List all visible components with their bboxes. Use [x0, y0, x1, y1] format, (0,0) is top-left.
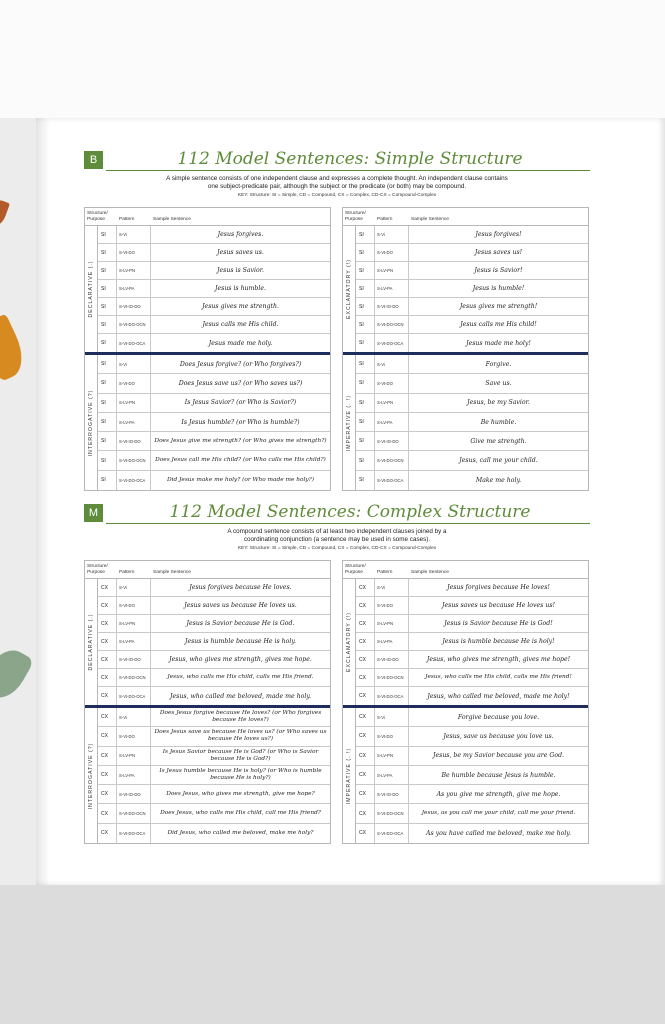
table-row: [98, 687, 330, 705]
purpose-label: [85, 226, 98, 352]
structure-cell: SI: [356, 432, 375, 450]
structure-cell: SI: [98, 316, 117, 333]
intro-line: A compound sentence consists of at least two independent clauses joined by a: [227, 528, 447, 535]
structure-cell: CX: [98, 597, 117, 614]
structure-cell: CX: [98, 633, 117, 650]
structure-cell: CX: [356, 669, 375, 686]
sample-sentence-cell: Jesus made me holy.: [208, 339, 273, 347]
sample-sentence-cell: Jesus saves us.: [217, 249, 264, 256]
structure-cell: SI: [356, 298, 375, 315]
sample-sentence-cell: Does Jesus, who calls me His child, call me His friend?: [160, 810, 321, 817]
purpose-group: [85, 355, 330, 490]
sample-sentence-cell: Does Jesus forgive because He loves? (or Who forgives because He loves?): [159, 710, 322, 724]
table-row: [98, 316, 330, 334]
purpose-label: [343, 579, 356, 705]
sample-sentence-cell: Jesus, save us because you love us.: [443, 732, 554, 740]
structure-cell: SI: [98, 451, 117, 469]
sample-sentence-cell: Jesus is Savior.: [217, 267, 264, 274]
section-title: 112 Model Sentences: Complex Structure: [169, 502, 531, 522]
table-row: [356, 651, 588, 669]
purpose-label: [85, 579, 98, 705]
structure-cell: SI: [98, 355, 117, 373]
sample-sentence-cell: Jesus is humble!: [472, 285, 525, 292]
sample-sentence-cell: Does Jesus save us because He loves us? (or Who saves us because He loves us?): [154, 729, 327, 743]
table-row: [98, 471, 330, 490]
pattern-cell: S-Vt-DO-OCA: [375, 687, 409, 705]
pattern-cell: S-Vi: [117, 226, 151, 243]
pattern-cell: S-LV-PA: [117, 413, 151, 431]
section-intro: [84, 175, 590, 191]
sample-sentence-cell: Jesus, who called me beloved, made me holy.: [170, 692, 311, 700]
pattern-cell: S-Vt-IO-DO: [117, 651, 151, 668]
pattern-cell: S-LV-PA: [117, 280, 151, 297]
structure-cell: CX: [356, 747, 375, 765]
sample-sentence-cell: Jesus, who calls me His child, calls me His friend.: [167, 674, 314, 680]
sample-sentence-cell: Jesus gives me strength!: [459, 303, 538, 310]
pattern-cell: S-LV-PN: [375, 747, 409, 765]
sample-sentence-cell: Jesus is humble because He is holy!: [442, 638, 555, 645]
table-row: [98, 262, 330, 280]
purpose-label-text: IMPERATIVE (. !): [346, 747, 352, 804]
table-row: [98, 579, 330, 597]
sample-sentence-cell: Forgive because you love.: [457, 713, 540, 721]
sample-sentence-cell: Jesus is humble because He is holy.: [184, 638, 296, 645]
pattern-cell: S-Vi: [375, 226, 409, 243]
structure-cell: SI: [98, 262, 117, 279]
structure-cell: CX: [98, 687, 117, 705]
header-structure-purpose: Structure/ Purpose: [345, 564, 366, 575]
table-row: [98, 727, 330, 746]
pattern-cell: S-Vt-DO-OCA: [117, 471, 151, 490]
structure-cell: CX: [98, 615, 117, 632]
table-row: [98, 785, 330, 804]
pattern-cell: S-Vt-DO: [117, 727, 151, 745]
pattern-cell: S-Vt-DO: [375, 374, 409, 392]
structure-cell: SI: [98, 244, 117, 261]
table-row: [356, 785, 588, 804]
sample-sentence-cell: Jesus forgives because He loves.: [189, 584, 292, 591]
purpose-group: [343, 708, 588, 843]
table-row: [356, 244, 588, 262]
pattern-cell: S-Vt-DO: [375, 244, 409, 261]
structure-cell: CX: [356, 804, 375, 822]
structure-cell: CX: [356, 633, 375, 650]
sample-sentence-cell: Is Jesus Savior? (or Who is Savior?): [184, 399, 297, 407]
table-row: [356, 824, 588, 843]
structure-cell: CX: [356, 824, 375, 843]
pattern-cell: S-Vt-DO-OCN: [375, 669, 409, 686]
pattern-cell: S-LV-PA: [117, 766, 151, 784]
pattern-cell: S-Vt-DO-OCN: [375, 451, 409, 469]
sample-sentence-cell: Jesus, call me your child.: [459, 457, 538, 465]
purpose-label: [85, 355, 98, 490]
pattern-cell: S-Vt-DO-OCA: [375, 334, 409, 352]
table-row: [98, 747, 330, 766]
header-pattern: Pattern: [119, 217, 135, 222]
structure-cell: CX: [356, 727, 375, 745]
section-badge: B: [84, 151, 103, 169]
pattern-cell: S-Vi: [375, 708, 409, 726]
pattern-cell: S-Vt-DO-OCA: [117, 687, 151, 705]
table-row: [98, 597, 330, 615]
table-row: [356, 727, 588, 746]
table-row: [356, 451, 588, 470]
sample-sentence-cell: Make me holy.: [475, 476, 522, 484]
structure-cell: CX: [98, 747, 117, 765]
pattern-cell: S-LV-PN: [117, 262, 151, 279]
sample-sentence-cell: Does Jesus save us? (or Who saves us?): [178, 379, 303, 387]
pattern-cell: S-Vt-DO-OCA: [117, 824, 151, 843]
sample-sentence-cell: Jesus gives me strength.: [202, 303, 279, 310]
title-underline: [106, 523, 590, 524]
pattern-cell: S-Vt-DO-OCN: [375, 804, 409, 822]
pattern-cell: S-Vt-DO-OCN: [117, 451, 151, 469]
table-row: [356, 298, 588, 316]
pattern-cell: S-Vt-IO-DO: [375, 298, 409, 315]
sample-sentence-cell: Forgive.: [485, 360, 512, 368]
sample-sentence-cell: Jesus, be my Savior.: [467, 399, 530, 407]
pattern-cell: S-Vt-IO-DO: [375, 651, 409, 668]
structure-cell: SI: [356, 334, 375, 352]
structure-cell: CX: [356, 708, 375, 726]
structure-cell: SI: [356, 316, 375, 333]
structure-cell: SI: [98, 374, 117, 392]
pattern-cell: S-LV-PA: [375, 766, 409, 784]
sample-sentence-cell: Jesus is Savior because He is God.: [186, 620, 295, 627]
section-intro: [84, 528, 590, 544]
purpose-label-text: INTERROGATIVE (?): [88, 389, 94, 456]
table-row: [98, 651, 330, 669]
pattern-cell: S-Vt-DO: [375, 597, 409, 614]
sample-sentence-cell: Does Jesus, who gives me strength, give me hope?: [166, 790, 315, 797]
table-row: [356, 316, 588, 334]
table-row: [98, 669, 330, 687]
pattern-cell: S-LV-PN: [117, 615, 151, 632]
pattern-cell: S-LV-PN: [375, 262, 409, 279]
title-underline: [106, 170, 590, 171]
table-row: [98, 633, 330, 651]
section-key: KEY: Structure: SI = Simple, CD = Compound, CX = Complex, CD-CX = Compound-Complex: [237, 546, 437, 551]
structure-cell: SI: [98, 471, 117, 490]
table-row: [356, 334, 588, 352]
structure-cell: SI: [356, 413, 375, 431]
sample-sentence-cell: Be humble because Jesus is humble.: [441, 771, 556, 779]
sample-sentence-cell: Jesus forgives.: [217, 231, 264, 238]
table-row: [356, 471, 588, 490]
pattern-cell: S-Vt-DO-OCN: [117, 669, 151, 686]
sample-sentence-cell: Be humble.: [480, 418, 517, 426]
table-row: [356, 432, 588, 451]
sample-sentence-cell: Jesus, who gives me strength, gives me hope!: [426, 656, 571, 663]
sample-sentence-cell: Jesus, be my Savior because you are God.: [433, 752, 564, 760]
table-row: [98, 451, 330, 470]
purpose-label-text: DECLARATIVE (.): [88, 613, 94, 671]
sample-sentence-cell: As you have called me beloved, make me holy.: [426, 829, 571, 837]
table-row: [98, 766, 330, 785]
table-row: [356, 747, 588, 766]
table-header: [85, 561, 330, 579]
pattern-cell: S-Vi: [117, 579, 151, 596]
pattern-cell: S-LV-PA: [375, 280, 409, 297]
table-row: [356, 669, 588, 687]
structure-cell: CX: [356, 785, 375, 803]
section-key: KEY: Structure: SI = Simple, CD = Compound, CX = Complex, CD-CX = Compound-Complex: [237, 193, 437, 198]
structure-cell: CX: [356, 687, 375, 705]
structure-cell: SI: [356, 262, 375, 279]
structure-cell: CX: [356, 579, 375, 596]
header-structure-purpose: Structure/ Purpose: [87, 564, 108, 575]
structure-cell: SI: [356, 226, 375, 243]
sentence-table: [342, 560, 589, 844]
header-pattern: Pattern: [377, 217, 393, 222]
header-sample-sentence: Sample Sentence: [153, 570, 191, 575]
pattern-cell: S-Vi: [375, 579, 409, 596]
purpose-group: [85, 708, 330, 843]
sample-sentence-cell: Jesus is Savior because He is God!: [444, 620, 553, 627]
left-page-edge: [0, 118, 36, 885]
sentence-table: [84, 207, 331, 491]
header-sample-sentence: Sample Sentence: [153, 217, 191, 222]
pattern-cell: S-Vt-IO-DO: [117, 432, 151, 450]
table-row: [356, 615, 588, 633]
section-header: [84, 502, 590, 524]
table-row: [98, 226, 330, 244]
structure-cell: CX: [98, 785, 117, 803]
header-sample-sentence: Sample Sentence: [411, 217, 449, 222]
pattern-cell: S-LV-PA: [117, 633, 151, 650]
structure-cell: SI: [356, 451, 375, 469]
structure-cell: CX: [98, 651, 117, 668]
table-row: [356, 766, 588, 785]
intro-line: A simple sentence consists of one independent clause and expresses a complete thought. An independent clause contains: [166, 175, 508, 182]
table-row: [356, 804, 588, 823]
sample-sentence-cell: Jesus saves us!: [474, 249, 523, 256]
sample-sentence-cell: Is Jesus Savior because He is God? (or Who is Savior because He is God?): [162, 748, 319, 762]
section-header: [84, 149, 590, 171]
table-row: [356, 226, 588, 244]
structure-cell: CX: [356, 651, 375, 668]
sample-sentence-cell: As you give me strength, give me hope.: [436, 790, 561, 798]
table-row: [356, 687, 588, 705]
sentence-table: [342, 207, 589, 491]
structure-cell: SI: [98, 432, 117, 450]
sample-sentence-cell: Jesus, as you call me your child, call me your friend.: [421, 810, 576, 817]
structure-cell: CX: [356, 766, 375, 784]
sample-sentence-cell: Jesus, who calls me His child, calls me His friend!: [425, 674, 572, 680]
pattern-cell: S-LV-PA: [375, 413, 409, 431]
leaf-illustration: [0, 198, 10, 228]
table-row: [98, 394, 330, 413]
table-row: [356, 394, 588, 413]
table-row: [98, 615, 330, 633]
table-row: [98, 432, 330, 451]
sample-sentence-cell: Does Jesus call me His child? (or Who calls me His child?): [155, 457, 326, 464]
pattern-cell: S-Vt-IO-DO: [375, 432, 409, 450]
sample-sentence-cell: Does Jesus forgive? (or Who forgives?): [179, 360, 302, 368]
table-row: [356, 597, 588, 615]
sample-sentence-cell: Did Jesus make me holy? (or Who made me holy?): [167, 476, 314, 483]
purpose-label: [343, 708, 356, 843]
pattern-cell: S-Vi: [375, 355, 409, 373]
pattern-cell: S-Vt-DO-OCA: [375, 824, 409, 843]
table-row: [356, 374, 588, 393]
pattern-cell: S-LV-PN: [117, 394, 151, 412]
simple-structure-section: [84, 149, 590, 484]
purpose-group: [85, 579, 330, 708]
header-sample-sentence: Sample Sentence: [411, 570, 449, 575]
pattern-cell: S-Vt-DO-OCN: [375, 316, 409, 333]
pattern-cell: S-Vt-DO-OCN: [117, 804, 151, 822]
purpose-label: [85, 708, 98, 843]
purpose-group: [343, 355, 588, 490]
structure-cell: SI: [356, 471, 375, 490]
intro-line: one subject-predicate pair, although the subject or the predicate (or both) may be compound.: [207, 183, 467, 190]
purpose-label-text: EXCLAMATORY (!): [346, 259, 352, 319]
table-row: [98, 298, 330, 316]
table-row: [356, 280, 588, 298]
table-header: [343, 208, 588, 226]
pattern-cell: S-Vt-DO: [375, 727, 409, 745]
pattern-cell: S-Vt-IO-DO: [117, 785, 151, 803]
sample-sentence-cell: Save us.: [485, 379, 512, 387]
structure-cell: SI: [98, 226, 117, 243]
structure-cell: CX: [356, 615, 375, 632]
table-row: [98, 708, 330, 727]
sample-sentence-cell: Jesus saves us because He loves us.: [184, 602, 297, 609]
table-row: [98, 804, 330, 823]
table-row: [356, 355, 588, 374]
pattern-cell: S-LV-PN: [117, 747, 151, 765]
sample-sentence-cell: Jesus, who called me beloved, made me holy!: [427, 692, 570, 700]
structure-cell: SI: [356, 355, 375, 373]
table-row: [356, 579, 588, 597]
pattern-cell: S-Vt-DO-OCA: [117, 334, 151, 352]
pattern-cell: S-Vt-IO-DO: [375, 785, 409, 803]
sample-sentence-cell: Jesus, who gives me strength, gives me hope.: [169, 656, 312, 663]
sample-sentence-cell: Jesus calls me His child!: [460, 321, 537, 328]
sample-sentence-cell: Is Jesus humble because He is holy? (or Who is humble because He is holy?): [159, 768, 322, 782]
structure-cell: SI: [356, 374, 375, 392]
structure-cell: CX: [356, 597, 375, 614]
structure-cell: SI: [98, 394, 117, 412]
purpose-label-text: INTERROGATIVE (?): [88, 742, 94, 809]
pattern-cell: S-Vt-DO: [117, 244, 151, 261]
pattern-cell: S-Vi: [117, 355, 151, 373]
section-title: 112 Model Sentences: Simple Structure: [177, 149, 523, 169]
pattern-cell: S-LV-PA: [375, 633, 409, 650]
purpose-group: [343, 226, 588, 355]
table-row: [98, 244, 330, 262]
table-header: [343, 561, 588, 579]
purpose-label: [343, 226, 356, 352]
sample-sentence-cell: Jesus made me holy!: [466, 339, 531, 347]
background-top: [0, 0, 665, 118]
table-row: [98, 334, 330, 352]
pattern-cell: S-Vt-IO-DO: [117, 298, 151, 315]
pattern-cell: S-Vt-DO-OCN: [117, 316, 151, 333]
header-pattern: Pattern: [119, 570, 135, 575]
header-structure-purpose: Structure/ Purpose: [87, 211, 108, 222]
pattern-cell: S-Vt-DO: [117, 374, 151, 392]
sample-sentence-cell: Is Jesus humble? (or Who is humble?): [181, 418, 300, 426]
structure-cell: CX: [98, 708, 117, 726]
structure-cell: CX: [98, 727, 117, 745]
table-row: [98, 374, 330, 393]
sample-sentence-cell: Does Jesus give me strength? (or Who gives me strength?): [154, 437, 327, 444]
structure-cell: SI: [98, 298, 117, 315]
sample-sentence-cell: Did Jesus, who called me beloved, make me holy?: [167, 829, 314, 836]
structure-cell: SI: [98, 334, 117, 352]
leaf-illustration: [0, 642, 35, 705]
background-bottom: [0, 885, 665, 1024]
table-row: [98, 355, 330, 374]
sample-sentence-cell: Jesus saves us because He loves us!: [442, 602, 555, 609]
purpose-label-text: EXCLAMATORY (!): [346, 612, 352, 672]
structure-cell: CX: [98, 804, 117, 822]
purpose-label: [343, 355, 356, 490]
leaf-illustration: [0, 314, 31, 383]
purpose-group: [343, 579, 588, 708]
pattern-cell: S-LV-PN: [375, 615, 409, 632]
table-row: [98, 280, 330, 298]
sample-sentence-cell: Jesus is Savior!: [474, 267, 523, 274]
structure-cell: CX: [98, 669, 117, 686]
page-gutter: [36, 118, 50, 885]
pattern-cell: S-Vt-DO-OCA: [375, 471, 409, 490]
purpose-label-text: DECLARATIVE (.): [88, 260, 94, 318]
sample-sentence-cell: Give me strength.: [470, 437, 527, 445]
pattern-cell: S-Vi: [117, 708, 151, 726]
sample-sentence-cell: Jesus is humble.: [215, 285, 266, 292]
pattern-cell: S-Vt-DO: [117, 597, 151, 614]
complex-structure-section: [84, 502, 590, 837]
structure-cell: CX: [98, 579, 117, 596]
table-row: [356, 633, 588, 651]
sample-sentence-cell: Jesus forgives because He loves!: [447, 584, 550, 591]
structure-cell: SI: [356, 394, 375, 412]
section-badge: M: [84, 504, 103, 522]
structure-cell: CX: [98, 824, 117, 843]
structure-cell: SI: [98, 280, 117, 297]
table-row: [356, 708, 588, 727]
table-header: [85, 208, 330, 226]
sample-sentence-cell: Jesus calls me His child.: [202, 321, 279, 328]
intro-line: coordinating conjunction (a sentence may be used in some cases).: [243, 536, 431, 543]
table-row: [356, 413, 588, 432]
header-structure-purpose: Structure/ Purpose: [345, 211, 366, 222]
table-row: [98, 824, 330, 843]
structure-cell: CX: [98, 766, 117, 784]
pattern-cell: S-LV-PN: [375, 394, 409, 412]
purpose-group: [85, 226, 330, 355]
sample-sentence-cell: Jesus forgives!: [475, 231, 522, 238]
table-row: [98, 413, 330, 432]
purpose-label-text: IMPERATIVE (. !): [346, 394, 352, 451]
header-pattern: Pattern: [377, 570, 393, 575]
table-row: [356, 262, 588, 280]
structure-cell: SI: [98, 413, 117, 431]
sentence-table: [84, 560, 331, 844]
structure-cell: SI: [356, 280, 375, 297]
structure-cell: SI: [356, 244, 375, 261]
